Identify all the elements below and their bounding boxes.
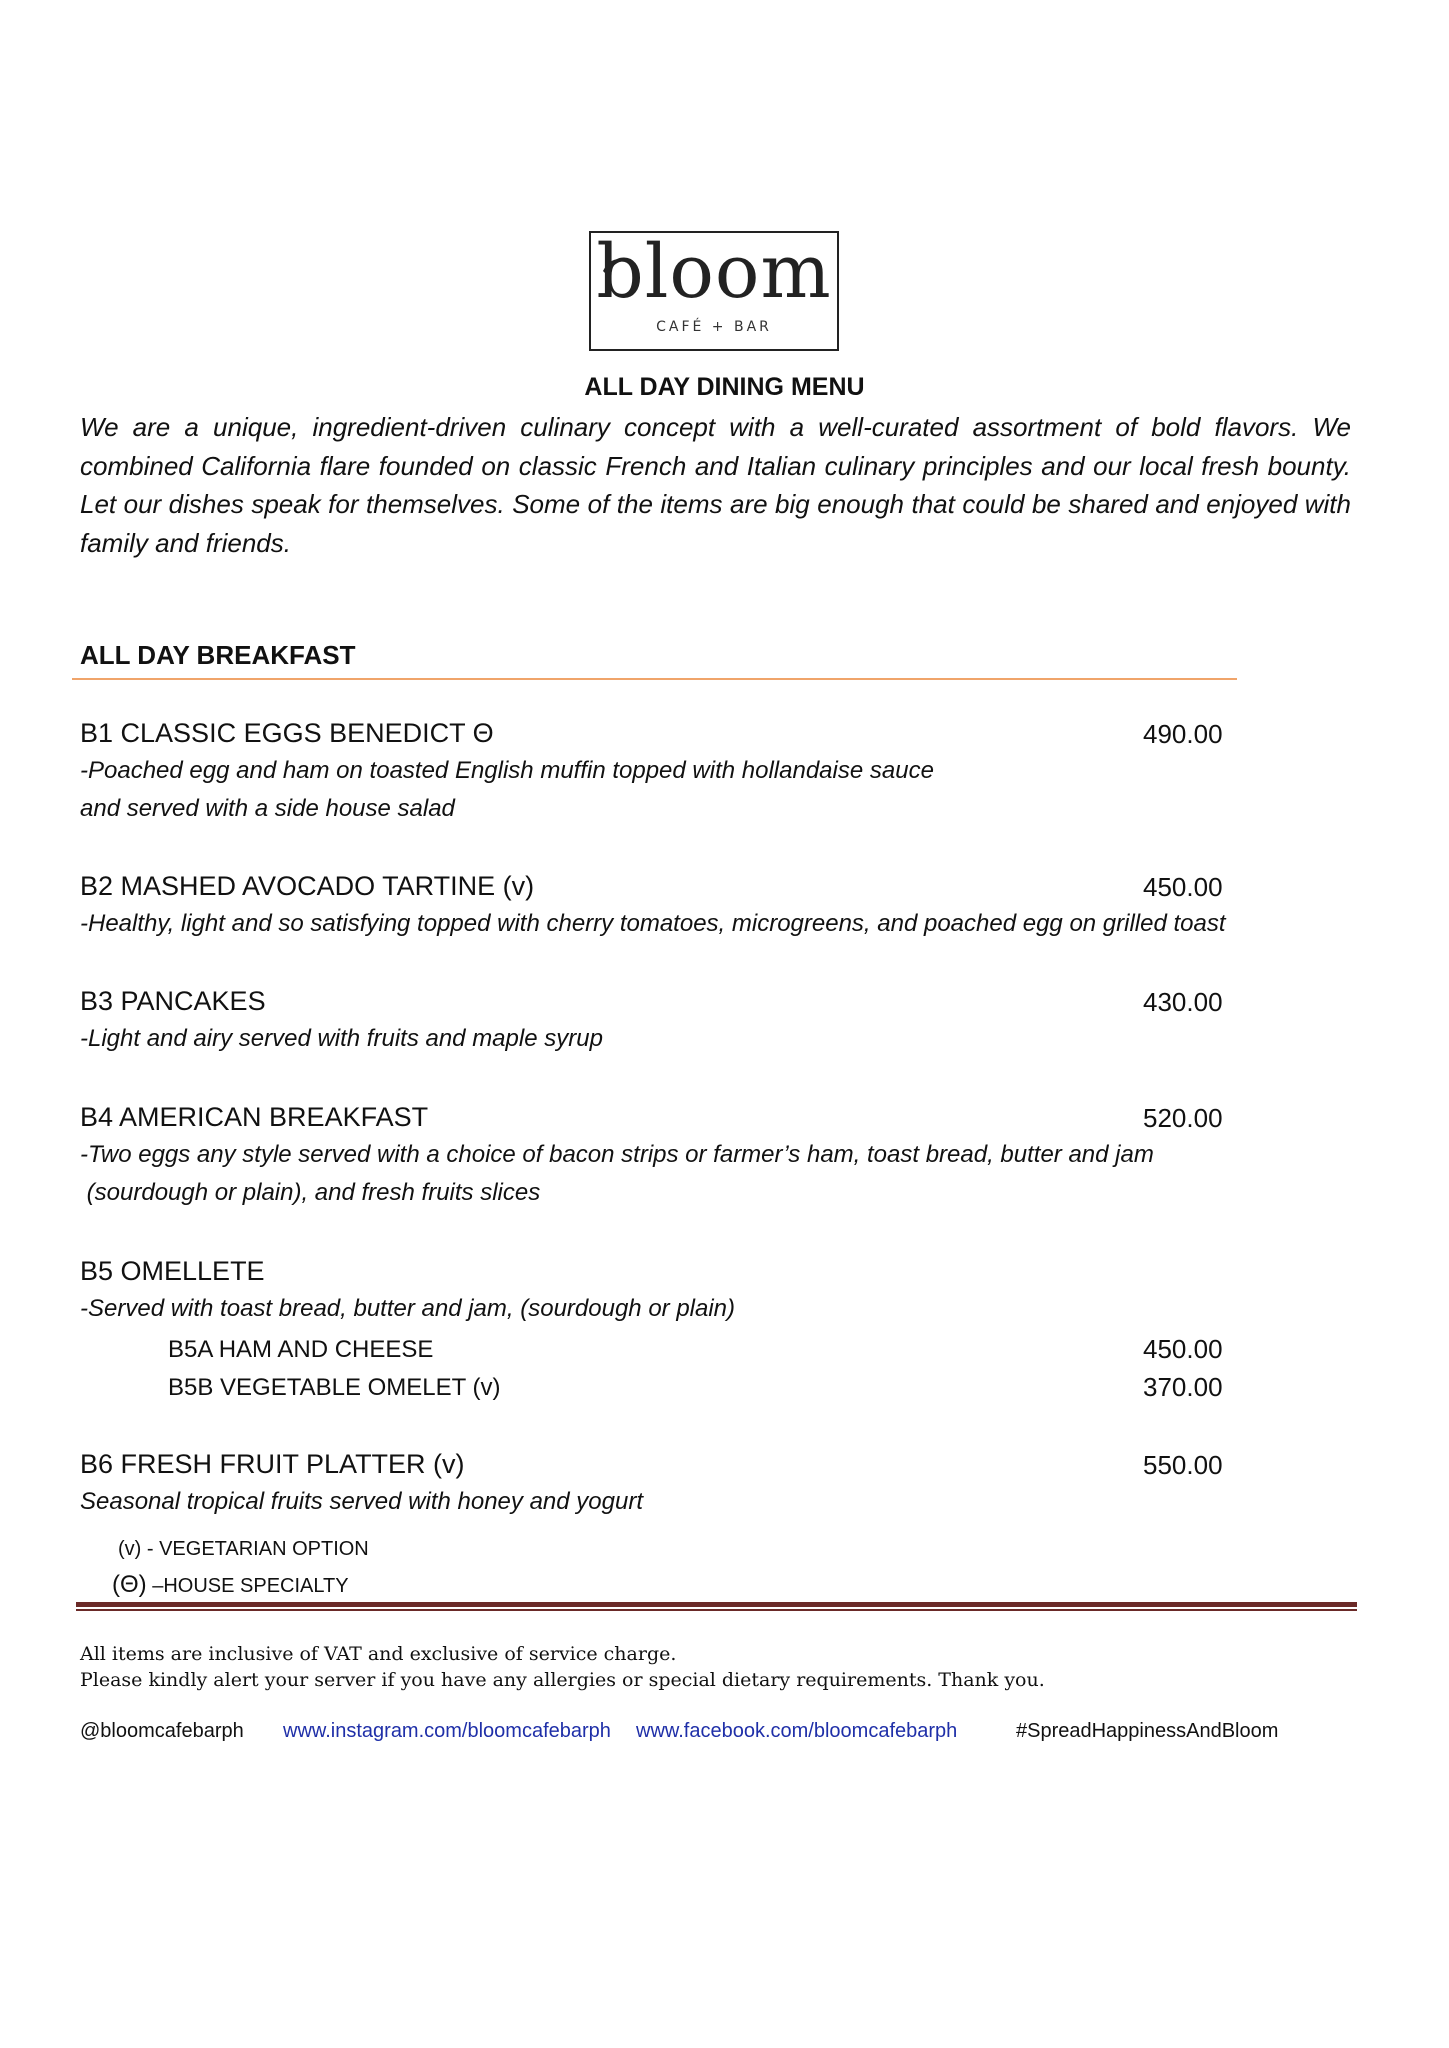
- menu-item-name: B2 MASHED AVOCADO TARTINE (v): [80, 871, 535, 901]
- hashtag: #SpreadHappinessAndBloom: [1016, 1720, 1279, 1742]
- menu-title: ALL DAY DINING MENU: [584, 373, 865, 401]
- menu-item-price: 430.00: [1143, 987, 1223, 1017]
- menu-item-price: 550.00: [1143, 1450, 1223, 1480]
- menu-item-description: and served with a side house salad: [80, 795, 455, 822]
- menu-item-price: 450.00: [1143, 872, 1223, 902]
- menu-item-name: B3 PANCAKES: [80, 986, 266, 1016]
- footer-note-allergies: Please kindly alert your server if you have any allergies or special dietary requirements. Thank you.: [80, 1669, 1045, 1691]
- menu-variant-price: 450.00: [1143, 1334, 1223, 1364]
- section-divider: [72, 678, 1237, 680]
- menu-item-name: B4 AMERICAN BREAKFAST: [80, 1102, 429, 1132]
- section-title: ALL DAY BREAKFAST: [80, 640, 356, 670]
- footer-divider-thin: [76, 1609, 1357, 1611]
- menu-item-description: -Healthy, light and so satisfying topped with cherry tomatoes, microgreens, and poached egg on grilled toast: [80, 910, 1226, 937]
- footer-divider: [76, 1602, 1357, 1607]
- facebook-link[interactable]: www.facebook.com/bloomcafebarph: [636, 1720, 958, 1742]
- menu-item-price: 520.00: [1143, 1103, 1223, 1133]
- menu-variant-name: B5A HAM AND CHEESE: [168, 1336, 434, 1363]
- menu-item-description: -Two eggs any style served with a choice of bacon strips or farmer’s ham, toast bread, butter and jam: [80, 1141, 1154, 1168]
- menu-item-description: -Served with toast bread, butter and jam, (sourdough or plain): [80, 1295, 736, 1322]
- logo-wordmark: bloom: [596, 229, 832, 315]
- menu-item-name: B1 CLASSIC EGGS BENEDICT Θ: [80, 718, 494, 748]
- menu-variant-name: B5B VEGETABLE OMELET (v): [168, 1374, 501, 1401]
- menu-item-description: -Poached egg and ham on toasted English muffin topped with hollandaise sauce: [80, 757, 934, 784]
- social-handle: @bloomcafebarph: [80, 1720, 244, 1742]
- footer-note-vat: All items are inclusive of VAT and exclusive of service charge.: [80, 1643, 677, 1665]
- logo-tagline: CAFÉ + BAR: [656, 319, 772, 335]
- menu-item-name: B5 OMELLETE: [80, 1256, 265, 1286]
- menu-item-description: Seasonal tropical fruits served with honey and yogurt: [80, 1488, 643, 1515]
- menu-item-price: 490.00: [1143, 719, 1223, 749]
- legend-vegetarian: (v) - VEGETARIAN OPTION: [118, 1538, 369, 1560]
- intro-paragraph: We are a unique, ingredient-driven culinary concept with a well-curated assortment of bold flavors. We combined California flare founded on classic French and Italian culinary principles and our local fresh bounty. Let our dishes speak for themselves. Some of the items are big enough that could be shared and enjoyed with family and friends.: [80, 412, 1351, 558]
- legend-house-label: –HOUSE SPECIALTY: [146, 1575, 349, 1597]
- logo: [589, 231, 839, 351]
- menu-item-name: B6 FRESH FRUIT PLATTER (v): [80, 1449, 465, 1479]
- menu-variant-price: 370.00: [1143, 1372, 1223, 1402]
- instagram-link[interactable]: www.instagram.com/bloomcafebarph: [283, 1720, 611, 1742]
- menu-item-description: -Light and airy served with fruits and maple syrup: [80, 1025, 603, 1052]
- menu-item-description: (sourdough or plain), and fresh fruits slices: [80, 1179, 541, 1206]
- house-specialty-symbol: (Θ): [112, 1571, 147, 1598]
- legend-house-specialty: [112, 1571, 349, 1599]
